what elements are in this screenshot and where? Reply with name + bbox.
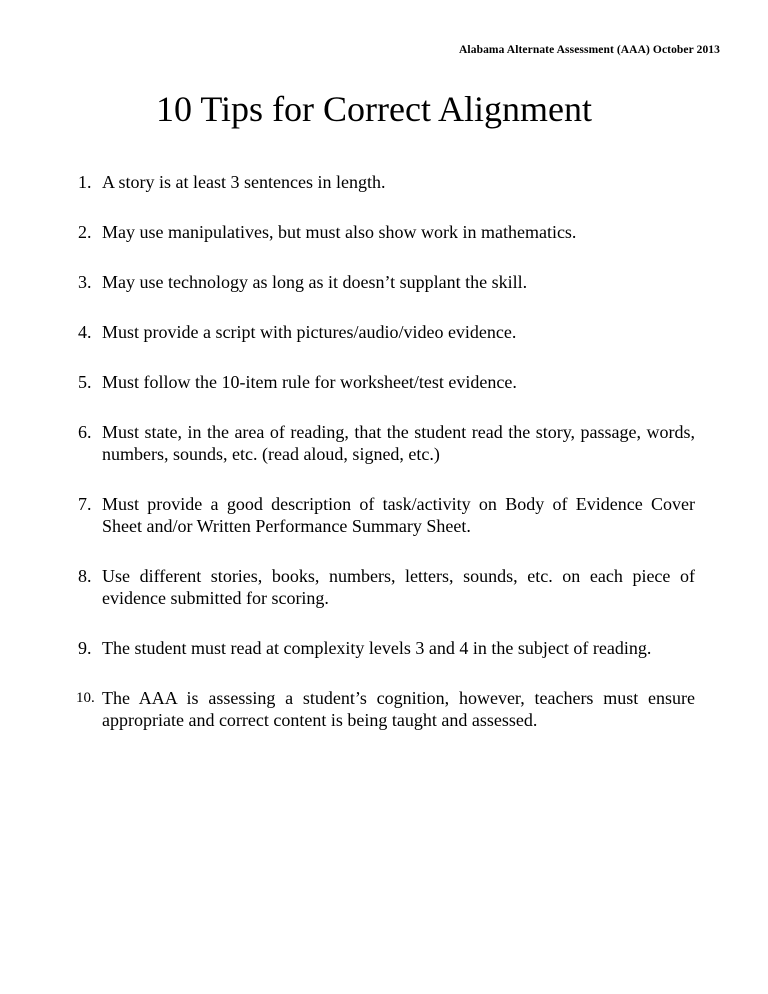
list-item: [78, 687, 695, 731]
list-item-number: 8.: [78, 566, 92, 586]
list-item: [78, 493, 695, 537]
list-item-number: 9.: [78, 638, 92, 658]
header-note: Alabama Alternate Assessment (AAA) October 2013: [459, 44, 720, 56]
list-item-text: May use technology as long as it doesn’t supplant the skill.: [102, 272, 528, 292]
list-item-number: 7.: [78, 494, 92, 514]
list-item: [78, 421, 695, 465]
list-item-number: 1.: [78, 172, 92, 192]
list-item: [78, 637, 695, 659]
list-item: [78, 371, 695, 393]
list-item-text: May use manipulatives, but must also show work in mathematics.: [102, 222, 577, 242]
tips-list: [78, 171, 695, 759]
list-item-text: Must provide a good description of task/activity on Body of Evidence Cover Sheet and/or Written Performance Summary Sheet.: [102, 494, 695, 536]
list-item-text: Must provide a script with pictures/audio/video evidence.: [102, 322, 517, 342]
page-title: 10 Tips for Correct Alignment: [155, 89, 592, 129]
list-item-text: Must follow the 10-item rule for worksheet/test evidence.: [102, 372, 517, 392]
list-item: [78, 271, 695, 293]
list-item: [78, 171, 695, 193]
list-item-number: 4.: [78, 322, 92, 342]
list-item-text: A story is at least 3 sentences in length.: [102, 172, 386, 192]
list-item-number: 2.: [78, 222, 92, 242]
list-item-text: The AAA is assessing a student’s cognition, however, teachers must ensure appropriate and correct content is being taught and assessed.: [102, 688, 695, 730]
list-item-number: 10.: [76, 690, 95, 706]
list-item: [78, 565, 695, 609]
list-item-number: 5.: [78, 372, 92, 392]
list-item-number: 6.: [78, 422, 92, 442]
list-item: [78, 321, 695, 343]
list-item-text: Must state, in the area of reading, that the student read the story, passage, words, numbers, sounds, etc. (read aloud, signed, etc.): [102, 422, 695, 464]
list-item-text: Use different stories, books, numbers, letters, sounds, etc. on each piece of evidence submitted for scoring.: [102, 566, 695, 608]
list-item-text: The student must read at complexity levels 3 and 4 in the subject of reading.: [102, 638, 652, 658]
list-item-number: 3.: [78, 272, 92, 292]
list-item: [78, 221, 695, 243]
